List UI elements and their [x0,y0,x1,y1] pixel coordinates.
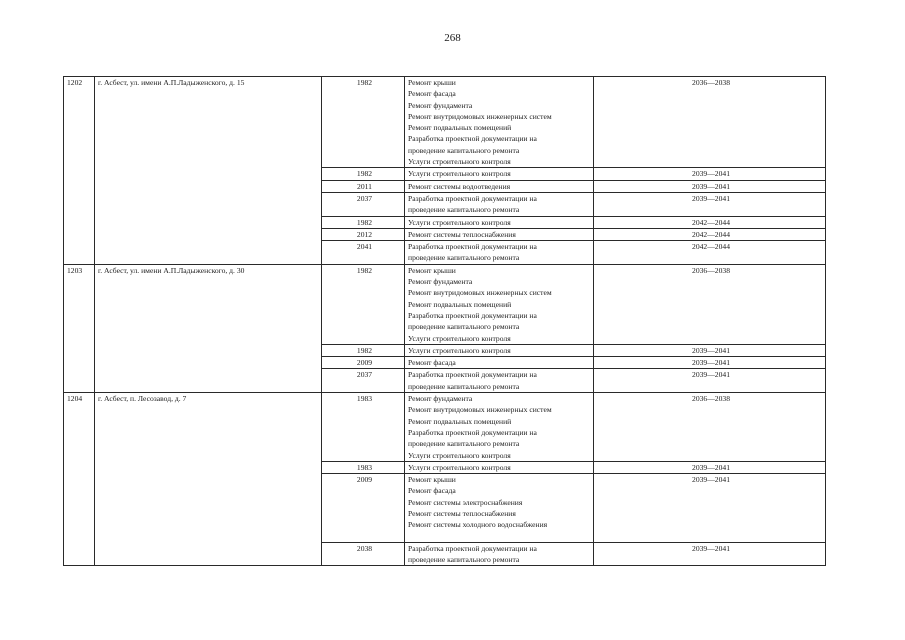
address-cell: г. Асбест, ул. имени А.П.Ладыженского, д. 15 [95,77,322,265]
work-item: проведение капитального ремонта [408,145,520,155]
work-item: Услуги строительного контроля [408,333,511,343]
table-row [64,77,826,168]
work-item: Ремонт внутридомовых инженерных систем [408,288,552,298]
work-item: проведение капитального ремонта [408,381,520,391]
year-cell: 1983 [322,461,405,473]
work-item: Разработка проектной документации на [408,193,537,203]
repair-schedule-table [63,76,826,566]
work-item: Услуги строительного контроля [408,169,511,179]
year-cell: 2009 [322,357,405,369]
works-cell [405,461,594,473]
work-item: Ремонт подвальных помещений [408,416,512,426]
work-item: Ремонт внутридомовых инженерных систем [408,405,552,415]
period-cell: 2042—2044 [594,241,826,265]
period-cell: 2039—2041 [594,369,826,393]
address-cell: г. Асбест, п. Лесозавод, д. 7 [95,393,322,566]
work-item: Услуги строительного контроля [408,345,511,355]
page-number: 268 [444,32,461,44]
work-item: Разработка проектной документации на [408,370,537,380]
works-cell [405,192,594,216]
work-item: Ремонт крыши [408,475,456,485]
work-item: Ремонт системы электроснабжения [408,497,523,507]
object-number-cell: 1204 [64,393,95,566]
period-cell: 2042—2044 [594,216,826,228]
work-item: Ремонт фундамента [408,277,473,287]
work-item: Ремонт внутридомовых инженерных систем [408,111,552,121]
work-item: Ремонт подвальных помещений [408,123,512,133]
year-cell: 2041 [322,241,405,265]
year-cell: 2011 [322,180,405,192]
work-item: Ремонт фасада [408,358,456,368]
work-item: проведение капитального ремонта [408,205,520,215]
year-cell: 2012 [322,228,405,240]
period-cell: 2042—2044 [594,228,826,240]
works-cell [405,241,594,265]
work-item: проведение капитального ремонта [408,322,520,332]
period-cell: 2036—2038 [594,393,826,462]
works-cell [405,393,594,462]
work-item: проведение капитального ремонта [408,253,520,263]
period-cell: 2036—2038 [594,77,826,168]
work-item: Ремонт крыши [408,265,456,275]
work-item [408,531,593,542]
work-item: Услуги строительного контроля [408,217,511,227]
period-cell: 2036—2038 [594,264,826,344]
object-number-cell: 1203 [64,264,95,392]
work-item: Ремонт крыши [408,78,456,87]
work-item: Разработка проектной документации на [408,427,537,437]
work-item: Услуги строительного контроля [408,462,511,472]
work-item: Ремонт фундамента [408,100,473,110]
period-cell: 2039—2041 [594,474,826,543]
work-item: Ремонт фундамента [408,394,473,404]
address-cell: г. Асбест, ул. имени А.П.Ладыженского, д. 30 [95,264,322,392]
period-cell: 2039—2041 [594,461,826,473]
period-cell: 2039—2041 [594,542,826,566]
period-cell: 2039—2041 [594,168,826,180]
period-cell: 2039—2041 [594,357,826,369]
object-number-cell: 1202 [64,77,95,265]
work-item: проведение капитального ремонта [408,439,520,449]
table-row [64,393,826,462]
table-body [64,77,826,566]
works-cell [405,168,594,180]
work-item: Ремонт подвальных помещений [408,299,512,309]
year-cell: 2037 [322,192,405,216]
period-cell: 2039—2041 [594,180,826,192]
work-item: Разработка проектной документации на [408,310,537,320]
work-item: Услуги строительного контроля [408,450,511,460]
year-cell: 2009 [322,474,405,543]
works-cell [405,180,594,192]
work-item: Ремонт системы водоотведения [408,181,511,191]
year-cell: 1983 [322,393,405,462]
works-cell [405,216,594,228]
work-item: проведение капитального ремонта [408,555,520,565]
year-cell: 1982 [322,264,405,344]
table-row [64,264,826,344]
year-cell: 2037 [322,369,405,393]
period-cell: 2039—2041 [594,344,826,356]
year-cell: 1982 [322,344,405,356]
works-cell [405,77,594,168]
works-cell [405,264,594,344]
work-item: Разработка проектной документации на [408,134,537,144]
work-item: Ремонт системы теплоснабжения [408,229,516,239]
year-cell: 1982 [322,77,405,168]
work-item: Ремонт фасада [408,486,456,496]
works-cell [405,474,594,543]
year-cell: 1982 [322,168,405,180]
work-item: Услуги строительного контроля [408,157,511,167]
works-cell [405,357,594,369]
work-item: Разработка проектной документации на [408,543,537,553]
year-cell: 2038 [322,542,405,566]
work-item: Разработка проектной документации на [408,242,537,252]
works-cell [405,369,594,393]
work-item: Ремонт фасада [408,89,456,99]
period-cell: 2039—2041 [594,192,826,216]
works-cell [405,542,594,566]
works-cell [405,344,594,356]
year-cell: 1982 [322,216,405,228]
work-item: Ремонт системы холодного водоснабжения [408,520,548,530]
works-cell [405,228,594,240]
work-item: Ремонт системы теплоснабжения [408,508,516,518]
